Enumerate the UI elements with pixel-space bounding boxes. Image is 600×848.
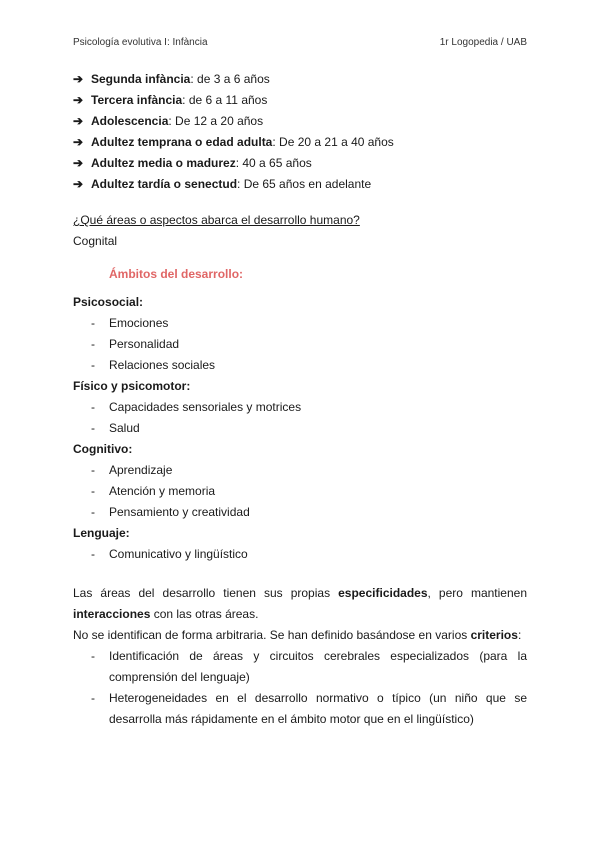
- list-item-text: Comunicativo y lingüístico: [109, 547, 248, 561]
- list-item-text: Pensamiento y creatividad: [109, 505, 250, 519]
- dash-marker: -: [91, 463, 95, 477]
- list-item: [73, 481, 527, 502]
- dash-marker: -: [91, 505, 95, 519]
- list-item: [73, 502, 527, 523]
- category-title: Lenguaje:: [73, 526, 130, 540]
- list-item-text: Relaciones sociales: [109, 358, 216, 372]
- list-item: [73, 418, 527, 439]
- stage-range: : De 65 años en adelante: [237, 177, 372, 191]
- dash-marker: -: [91, 691, 95, 705]
- category-title: Físico y psicomotor:: [73, 379, 191, 393]
- dash-marker: -: [91, 421, 95, 435]
- dash-marker: -: [91, 316, 95, 330]
- stage-item: [73, 153, 527, 174]
- dash-marker: -: [91, 400, 95, 414]
- header-course-title: Psicología evolutiva I: Infància: [73, 37, 208, 48]
- category-items: [73, 460, 527, 523]
- stage-item: [73, 90, 527, 111]
- dash-marker: -: [91, 547, 95, 561]
- list-item-text: Capacidades sensoriales y motrices: [109, 400, 302, 414]
- stage-item: [73, 132, 527, 153]
- paragraph-interactions: Las áreas del desarrollo tienen sus propias especificidades, pero mantienen interacciones con las otras áreas.: [73, 586, 527, 621]
- dash-marker: -: [91, 484, 95, 498]
- list-item-text: Emociones: [109, 316, 169, 330]
- stage-item: [73, 69, 527, 90]
- section-title: Ámbitos del desarrollo:: [109, 267, 244, 281]
- paragraph-criteria: No se identifican de forma arbitraria. Se han definido basándose en varios criterios:: [73, 628, 522, 642]
- category-items: [73, 544, 527, 565]
- list-item-text: Salud: [109, 421, 140, 435]
- list-item: [73, 688, 527, 730]
- stage-term: Tercera infància: [91, 93, 183, 107]
- stage-item: [73, 111, 527, 132]
- document-body: [73, 69, 527, 730]
- list-item-text: Atención y memoria: [109, 484, 216, 498]
- list-item: [73, 334, 527, 355]
- dash-marker: -: [91, 649, 95, 663]
- stage-range: : 40 a 65 años: [235, 156, 312, 170]
- arrow-icon: ➔: [73, 135, 84, 149]
- bold-term: interacciones: [73, 607, 151, 621]
- stage-term: Segunda infància: [91, 72, 191, 86]
- list-item-text: Personalidad: [109, 337, 180, 351]
- category-title: Psicosocial:: [73, 295, 144, 309]
- bold-term: especificidades: [338, 586, 428, 600]
- life-stages-list: [73, 69, 527, 195]
- bold-term: criterios: [470, 628, 518, 642]
- question-heading: ¿Qué áreas o aspectos abarca el desarrollo humano?: [73, 213, 360, 227]
- list-item: [73, 544, 527, 565]
- list-item: [73, 460, 527, 481]
- arrow-icon: ➔: [73, 177, 84, 191]
- stage-term: Adolescencia: [91, 114, 169, 128]
- dash-marker: -: [91, 337, 95, 351]
- stage-item: [73, 174, 527, 195]
- category-items: [73, 397, 527, 439]
- criteria-list: [73, 646, 527, 730]
- stage-range: : de 3 a 6 años: [190, 72, 270, 86]
- arrow-icon: ➔: [73, 93, 84, 107]
- list-item: [73, 355, 527, 376]
- stage-range: : De 12 a 20 años: [168, 114, 264, 128]
- list-item: [73, 646, 527, 688]
- stage-range: : De 20 a 21 a 40 años: [272, 135, 394, 149]
- list-item: [73, 313, 527, 334]
- list-item: [73, 397, 527, 418]
- list-item-text: Heterogeneidades en el desarrollo normativo o típico (un niño que se desarrolla más rápidamente en el ámbito motor que en el lingüístico): [109, 691, 527, 726]
- arrow-icon: ➔: [73, 72, 84, 86]
- list-item-text: Identificación de áreas y circuitos cerebrales especializados (para la comprensión del lenguaje): [109, 649, 527, 684]
- stage-term: Adultez tardía o senectud: [91, 177, 238, 191]
- arrow-icon: ➔: [73, 156, 84, 170]
- stage-term: Adultez temprana o edad adulta: [91, 135, 273, 149]
- arrow-icon: ➔: [73, 114, 84, 128]
- category-title: Cognitivo:: [73, 442, 133, 456]
- cognital-text: Cognital: [73, 234, 118, 248]
- stage-range: : de 6 a 11 años: [182, 93, 268, 107]
- list-item-text: Aprendizaje: [109, 463, 173, 477]
- header-course-info: 1r Logopedia / UAB: [439, 37, 527, 48]
- stage-term: Adultez media o madurez: [91, 156, 236, 170]
- category-items: [73, 313, 527, 376]
- dash-marker: -: [91, 358, 95, 372]
